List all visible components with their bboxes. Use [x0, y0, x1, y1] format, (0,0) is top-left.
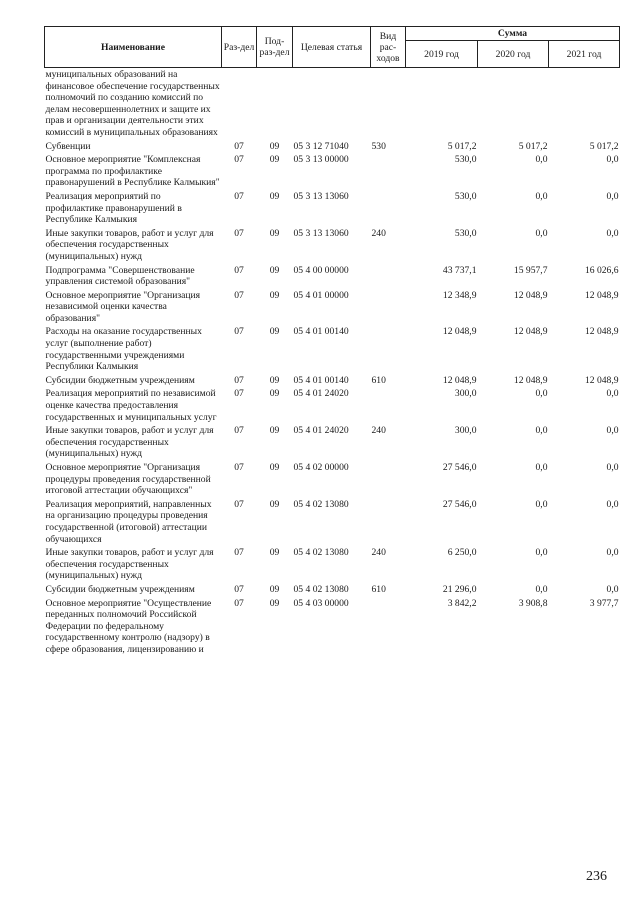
row-name: Субсидии бюджетным учреждениям [45, 583, 195, 595]
table-row [45, 546, 620, 583]
row-sum-2019: 27 546,0 [442, 498, 477, 510]
row-sum-2020: 0,0 [535, 227, 548, 239]
table-row [45, 68, 620, 140]
row-vid [371, 325, 406, 373]
budget-table [44, 26, 620, 657]
row-name: Субсидии бюджетным учреждениям [45, 374, 195, 386]
row-sum-2021: 12 048,9 [584, 374, 619, 386]
table-row [45, 583, 620, 597]
table-row [45, 227, 620, 264]
table-row [45, 498, 620, 546]
row-vid [371, 68, 406, 140]
row-sum-2019: 3 842,2 [447, 597, 477, 609]
table-row [45, 374, 620, 388]
row-sum-2020: 0,0 [535, 583, 548, 595]
row-sum-2021: 12 048,9 [584, 289, 619, 301]
row-razdel: 07 [234, 264, 244, 276]
row-sum-2021: 0,0 [606, 190, 619, 202]
row-podrazdel: 09 [269, 498, 280, 510]
row-vid [371, 153, 406, 190]
page-number: 236 [586, 869, 607, 884]
row-sum-2021: 0,0 [606, 388, 619, 400]
row-tselevaya: 05 4 03 00000 [293, 597, 349, 609]
row-razdel: 07 [234, 140, 244, 152]
row-razdel: 07 [234, 374, 244, 386]
row-name: Основное мероприятие "Комплексная программа по профилактике правонарушений в Республике Калмыкия" [45, 154, 220, 189]
header-name: Наименование [45, 27, 222, 68]
table-row [45, 597, 620, 657]
row-sum-2020 [478, 68, 549, 140]
row-sum-2020: 12 048,9 [513, 374, 548, 386]
row-podrazdel: 09 [269, 190, 280, 202]
row-tselevaya [293, 68, 371, 140]
row-name: Субвенции [45, 140, 91, 152]
row-name: Подпрограмма "Совершенствование управления системой образования" [45, 264, 195, 288]
row-name: Иные закупки товаров, работ и услуг для обеспечения государственных (муниципальных) нужд [45, 547, 214, 582]
row-sum-2020: 5 017,2 [518, 140, 548, 152]
row-sum-2020: 0,0 [535, 190, 548, 202]
row-sum-2019: 12 048,9 [442, 374, 477, 386]
header-year-2020: 2020 год [478, 41, 549, 68]
row-razdel [222, 68, 257, 140]
header-year-2021: 2021 год [549, 41, 620, 68]
row-tselevaya: 05 4 01 00000 [293, 289, 349, 301]
row-razdel: 07 [234, 597, 244, 609]
row-vid [371, 289, 406, 326]
row-sum-2021: 0,0 [606, 462, 619, 473]
row-sum-2021: 0,0 [606, 425, 619, 437]
row-podrazdel: 09 [269, 326, 280, 338]
row-sum-2019 [406, 68, 478, 140]
header-razdel: Раз-дел [222, 27, 257, 68]
row-podrazdel: 09 [269, 462, 280, 473]
row-sum-2021: 0,0 [606, 583, 619, 595]
row-sum-2020: 0,0 [535, 388, 548, 400]
row-razdel: 07 [234, 547, 244, 559]
row-sum-2019: 27 546,0 [442, 462, 477, 473]
table-row [45, 153, 620, 190]
row-sum-2020: 0,0 [535, 154, 548, 166]
row-vid: 240 [371, 425, 386, 437]
row-razdel: 07 [234, 190, 244, 202]
row-tselevaya: 05 4 01 24020 [293, 388, 349, 400]
header-summa: Сумма [406, 27, 620, 41]
row-tselevaya: 05 4 01 00140 [293, 374, 349, 386]
row-sum-2020: 0,0 [535, 425, 548, 437]
row-sum-2019: 5 017,2 [447, 140, 477, 152]
header-tselevaya: Целевая статья [293, 27, 371, 68]
row-podrazdel: 09 [269, 388, 280, 400]
table-row [45, 289, 620, 326]
row-name: Реализация мероприятий по профилактике правонарушений в Республике Калмыкия [45, 190, 182, 226]
row-vid [371, 387, 406, 424]
row-vid [371, 597, 406, 657]
row-vid: 240 [371, 547, 386, 559]
row-vid [371, 498, 406, 546]
row-sum-2020: 0,0 [535, 498, 548, 510]
row-sum-2020: 12 048,9 [513, 326, 548, 338]
row-name: Иные закупки товаров, работ и услуг для обеспечения государственных (муниципальных) нужд [45, 227, 214, 262]
row-tselevaya: 05 4 02 13080 [293, 583, 349, 595]
row-podrazdel: 09 [269, 597, 280, 609]
row-name: Иные закупки товаров, работ и услуг для обеспечения государственных (муниципальных) нужд [45, 425, 214, 460]
table-row [45, 325, 620, 373]
row-name: Реализация мероприятий, направленных на организацию процедуры проведения государственной (итоговой) аттестации обучающихся [45, 498, 212, 545]
row-sum-2021 [549, 68, 620, 140]
row-sum-2021: 3 977,7 [589, 597, 619, 609]
row-sum-2019: 43 737,1 [442, 264, 477, 276]
row-sum-2019: 6 250,0 [447, 547, 477, 559]
row-sum-2021: 12 048,9 [584, 326, 619, 338]
row-podrazdel: 09 [269, 154, 280, 166]
row-razdel: 07 [234, 227, 244, 239]
row-razdel: 07 [234, 289, 244, 301]
row-sum-2021: 0,0 [606, 154, 619, 166]
row-sum-2020: 0,0 [535, 547, 548, 559]
row-sum-2021: 0,0 [606, 227, 619, 239]
row-tselevaya: 05 4 00 00000 [293, 264, 349, 276]
row-podrazdel: 09 [269, 140, 280, 152]
row-tselevaya: 05 4 02 13080 [293, 547, 349, 559]
row-podrazdel: 09 [269, 374, 280, 386]
row-tselevaya: 05 3 12 71040 [293, 140, 349, 152]
header-podrazdel: Под-раз-дел [257, 27, 293, 68]
row-sum-2021: 0,0 [606, 547, 619, 559]
row-tselevaya: 05 4 01 24020 [293, 425, 349, 437]
row-razdel: 07 [234, 498, 244, 510]
row-vid [371, 190, 406, 227]
row-sum-2020: 12 048,9 [513, 289, 548, 301]
row-vid [371, 264, 406, 289]
row-vid: 610 [371, 583, 386, 595]
row-razdel: 07 [234, 326, 244, 338]
row-podrazdel: 09 [269, 583, 280, 595]
table-body [45, 68, 620, 657]
table-row [45, 387, 620, 424]
row-sum-2021: 16 026,6 [584, 264, 619, 276]
table-row [45, 264, 620, 289]
table-row [45, 424, 620, 461]
row-tselevaya: 05 4 02 13080 [293, 498, 349, 510]
row-sum-2019: 12 048,9 [442, 326, 477, 338]
row-tselevaya: 05 3 13 00000 [293, 154, 349, 166]
row-tselevaya: 05 4 01 00140 [293, 326, 349, 338]
row-sum-2021: 5 017,2 [589, 140, 619, 152]
row-podrazdel: 09 [269, 227, 280, 239]
row-podrazdel: 09 [269, 547, 280, 559]
row-razdel: 07 [234, 425, 244, 437]
row-razdel: 07 [234, 462, 244, 473]
row-name: Реализация мероприятий по независимой оценке качества предоставления государственных и муниципальных услуг [45, 388, 217, 423]
row-vid: 610 [371, 374, 386, 386]
row-podrazdel: 09 [269, 264, 280, 276]
row-sum-2021: 0,0 [606, 498, 619, 510]
row-tselevaya: 05 3 13 13060 [293, 190, 349, 202]
row-sum-2019: 530,0 [454, 154, 477, 166]
row-sum-2019: 300,0 [454, 425, 477, 437]
table-row [45, 190, 620, 227]
table-row [45, 140, 620, 154]
row-razdel: 07 [234, 154, 244, 166]
table-header [45, 27, 620, 68]
row-sum-2019: 300,0 [454, 388, 477, 400]
row-sum-2019: 530,0 [454, 227, 477, 239]
header-vid: Вид рас-ходов [371, 27, 406, 68]
row-tselevaya: 05 4 02 00000 [293, 462, 349, 473]
row-vid: 530 [371, 140, 386, 152]
row-podrazdel [257, 68, 293, 140]
row-name: Основное мероприятие "Организация независимой оценки качества образования" [45, 289, 201, 324]
table-row [45, 461, 620, 498]
row-vid: 240 [371, 227, 386, 239]
row-name: Расходы на оказание государственных услуг (выполнение работ) государственными учреждениями Республики Калмыкия [45, 326, 202, 373]
row-vid [371, 461, 406, 498]
row-sum-2019: 530,0 [454, 190, 477, 202]
row-sum-2020: 15 957,7 [513, 264, 548, 276]
row-podrazdel: 09 [269, 289, 280, 301]
row-name: муниципальных образований на финансовое обеспечение государственных полномочий по созданию комиссий по делам несовершеннолетних и защите их прав и организации деятельности этих комиссий в муниципальных образованиях [45, 69, 220, 138]
row-sum-2020: 0,0 [535, 462, 548, 473]
row-name: Основное мероприятие "Организация процедуры проведения государственной итоговой аттестации обучающихся" [45, 462, 211, 497]
row-razdel: 07 [234, 388, 244, 400]
row-tselevaya: 05 3 13 13060 [293, 227, 349, 239]
header-year-2019: 2019 год [406, 41, 478, 68]
row-sum-2019: 12 348,9 [442, 289, 477, 301]
row-podrazdel: 09 [269, 425, 280, 437]
row-sum-2020: 3 908,8 [518, 597, 548, 609]
row-name: Основное мероприятие "Осуществление переданных полномочий Российской Федерации по федеральному государственному контролю (надзору) в сфере образования, лицензированию и [45, 597, 212, 655]
row-sum-2019: 21 296,0 [442, 583, 477, 595]
row-razdel: 07 [234, 583, 244, 595]
